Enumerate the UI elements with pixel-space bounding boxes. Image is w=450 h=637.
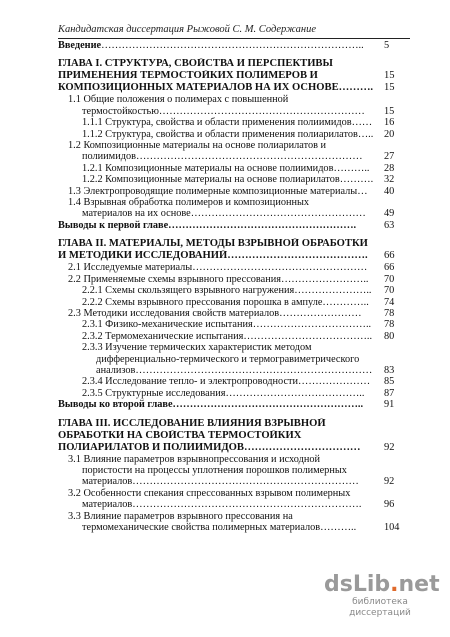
toc-entry <box>58 454 410 465</box>
toc-page-number: 32 <box>384 174 395 186</box>
toc-chapter-line <box>58 58 410 70</box>
header-rule <box>58 38 410 39</box>
toc-entry <box>58 488 410 499</box>
toc-gap <box>58 231 410 238</box>
toc-entry <box>58 285 410 296</box>
toc-entry-text: термомеханические свойства полимерных материалов……….. <box>82 522 357 533</box>
toc-entry-text: 1.2 Композиционные материалы на основе полиарилатов и <box>68 140 327 152</box>
toc-page-number: 92 <box>384 441 395 453</box>
toc-entry-text: 1.4 Взрывная обработка полимеров и композиционных <box>68 197 310 209</box>
toc-page-number: 28 <box>384 162 395 174</box>
toc-entry <box>58 208 410 219</box>
toc-entry-text: ГЛАВА II. МАТЕРИАЛЫ, МЕТОДЫ ВЗРЫВНОЙ ОБРАБОТКИ <box>58 238 368 250</box>
toc-entry <box>58 174 410 185</box>
toc-page-number: 104 <box>384 522 400 533</box>
toc-entry <box>58 522 410 533</box>
toc-entry-text: ОБРАБОТКИ НА СВОЙСТВА ТЕРМОСТОЙКИХ <box>58 429 302 441</box>
toc-entry <box>58 262 410 273</box>
toc-entry <box>58 376 410 387</box>
toc-page-number: 40 <box>384 185 395 197</box>
toc-entry-text: 1.1 Общие положения о полимерах с повышенной <box>68 94 289 106</box>
toc-entry <box>58 186 410 197</box>
toc-page-number: 78 <box>384 307 395 319</box>
toc-entry-text: пористости на процессы уплотнения порошков полимерных <box>82 464 347 476</box>
toc-entry-text: Выводы к первой главе………………………………………………. <box>58 219 357 231</box>
toc-entry <box>58 94 410 105</box>
toc-page-number: 85 <box>384 376 395 388</box>
toc-entry-text: 2.3.5 Структурные исследования………………………………….. <box>82 387 365 399</box>
toc-page-number: 15 <box>384 105 395 117</box>
toc-page-number: 66 <box>384 262 395 274</box>
toc-entry-text: 2.3 Методики исследования свойств материалов…………………… <box>68 307 362 319</box>
toc-entry <box>58 151 410 162</box>
toc-entry-text: 2.2.1 Схемы скользящего взрывного нагружения………………….. <box>82 285 372 297</box>
toc-page-number: 70 <box>384 285 395 297</box>
toc-summary-line <box>58 220 410 231</box>
toc-chapter-line <box>58 70 410 82</box>
toc-entry-text: 1.3 Электропроводящие полимерные композиционные материалы… <box>68 185 368 197</box>
toc-entry-text: Введение………………………………………………………………….. <box>58 40 364 51</box>
watermark-logo-text: dsLib.net <box>324 572 440 597</box>
toc-entry-text: 1.1.1 Структура, свойства и области применения полиимидов…… <box>82 117 373 129</box>
toc-entry <box>58 308 410 319</box>
toc-entry <box>58 331 410 342</box>
toc-page-number: 74 <box>384 296 395 308</box>
toc-entry <box>58 319 410 330</box>
toc-entry-text: И МЕТОДИКИ ИССЛЕДОВАНИЙ…………………………………. <box>58 250 368 262</box>
toc-entry <box>58 365 410 376</box>
toc-page-number: 15 <box>384 70 395 82</box>
toc-entry-text: 3.3 Влияние параметров взрывного прессования на <box>68 510 293 522</box>
toc-entry <box>58 129 410 140</box>
toc-entry <box>58 465 410 476</box>
toc-chapter-line <box>58 442 410 454</box>
toc-entry-text: 3.2 Особенности спекания спрессованных взрывом полимерных <box>68 487 351 499</box>
toc-entry-text: КОМПОЗИЦИОННЫХ МАТЕРИАЛОВ НА ИХ ОСНОВЕ………. <box>58 82 374 94</box>
toc-page-number: 63 <box>384 219 395 231</box>
toc-entry <box>58 163 410 174</box>
toc-entry-text: 1.2.2 Композиционные материалы на основе полиарилатов………. <box>82 174 374 186</box>
toc-entry <box>58 342 410 353</box>
toc-page-number: 87 <box>384 387 395 399</box>
toc-page-number: 92 <box>384 476 395 488</box>
toc-entry <box>58 476 410 487</box>
toc-page-number: 15 <box>384 82 395 94</box>
toc-entry-text: материалов…………………………………………………………. <box>82 499 362 511</box>
toc-entry <box>58 40 410 51</box>
toc-gap <box>58 51 410 58</box>
toc-entry-text: ГЛАВА III. ИССЛЕДОВАНИЕ ВЛИЯНИЯ ВЗРЫВНОЙ <box>58 417 326 429</box>
toc-entry-text: 2.1 Исследуемые материалы…………………………………………… <box>68 262 368 274</box>
toc-page-number: 49 <box>384 208 395 220</box>
toc-page-number: 70 <box>384 273 395 285</box>
toc-entry <box>58 354 410 365</box>
toc-entry-text: 1.2.1 Композиционные материалы на основе полиимидов……….. <box>82 162 370 174</box>
toc-entry <box>58 499 410 510</box>
toc-page-number: 96 <box>384 499 395 511</box>
toc-page-number: 83 <box>384 364 395 376</box>
toc-chapter-line <box>58 238 410 250</box>
toc-entry <box>58 197 410 208</box>
toc-entry-text: 1.1.2 Структура, свойства и области применения полиарилатов….. <box>82 128 374 140</box>
toc-chapter-line <box>58 250 410 262</box>
toc-summary-line <box>58 399 410 410</box>
toc-entry-text: полиимидов………………………………………………………… <box>82 151 363 163</box>
toc-entry-text: 2.3.1 Физико-механические испытания…………………………….. <box>82 319 372 331</box>
toc-entry <box>58 388 410 399</box>
toc-chapter-line <box>58 430 410 442</box>
toc-entry-text: ГЛАВА I. СТРУКТУРА, СВОЙСТВА И ПЕРСПЕКТИВЫ <box>58 58 333 70</box>
toc-entry-text: 3.1 Влияние параметров взрывнопрессования и исходной <box>68 453 321 465</box>
table-of-contents <box>58 40 410 533</box>
toc-entry-text: ПРИМЕНЕНИЯ ТЕРМОСТОЙКИХ ПОЛИМЕРОВ И <box>58 70 318 82</box>
toc-page-number: 5 <box>384 40 390 51</box>
toc-entry-text: анализов…………………………………………………………… <box>96 364 373 376</box>
toc-page-number: 66 <box>384 250 395 262</box>
toc-page-number: 78 <box>384 319 395 331</box>
toc-entry-text: 2.3.4 Исследование тепло- и электропроводности………………… <box>82 376 371 388</box>
running-header: Кандидатская диссертация Рыжовой С. М. Содержание <box>58 24 317 35</box>
toc-page-number: 91 <box>384 399 395 411</box>
toc-entry-text: 2.3.2 Термомеханические испытания……………………………….. <box>82 330 373 342</box>
toc-entry-text: дифференциально-термического и термогравиметрического <box>96 353 360 365</box>
toc-entry-text: 2.3.3 Изучение термических характеристик методом <box>82 342 312 354</box>
toc-entry-text: Выводы ко второй главе……………………………………………….. <box>58 399 364 411</box>
toc-entry <box>58 511 410 522</box>
toc-entry-text: ПОЛИАРИЛАТОВ И ПОЛИИМИДОВ…………………………… <box>58 441 361 453</box>
toc-entry-text: материалов на их основе…………………………………………… <box>82 208 366 220</box>
toc-chapter-line <box>58 82 410 94</box>
toc-entry-text: 2.2 Применяемые схемы взрывного прессования…………………….. <box>68 273 369 285</box>
toc-page-number: 20 <box>384 128 395 140</box>
toc-page-number: 16 <box>384 117 395 129</box>
toc-entry <box>58 106 410 117</box>
toc-entry <box>58 117 410 128</box>
toc-entry-text: термостойкостью…………………………………………………… <box>82 105 365 117</box>
toc-gap <box>58 411 410 418</box>
toc-page-number: 27 <box>384 151 395 163</box>
watermark-logo <box>324 572 440 618</box>
toc-chapter-line <box>58 418 410 430</box>
toc-entry-text: материалов………………………………………………………… <box>82 476 359 488</box>
watermark-subtitle: библиотека диссертаций <box>349 597 411 618</box>
toc-page-number: 80 <box>384 330 395 342</box>
toc-entry <box>58 140 410 151</box>
toc-entry <box>58 297 410 308</box>
toc-entry-text: 2.2.2 Схемы взрывного прессования порошка в ампуле………….. <box>82 296 369 308</box>
toc-entry <box>58 274 410 285</box>
